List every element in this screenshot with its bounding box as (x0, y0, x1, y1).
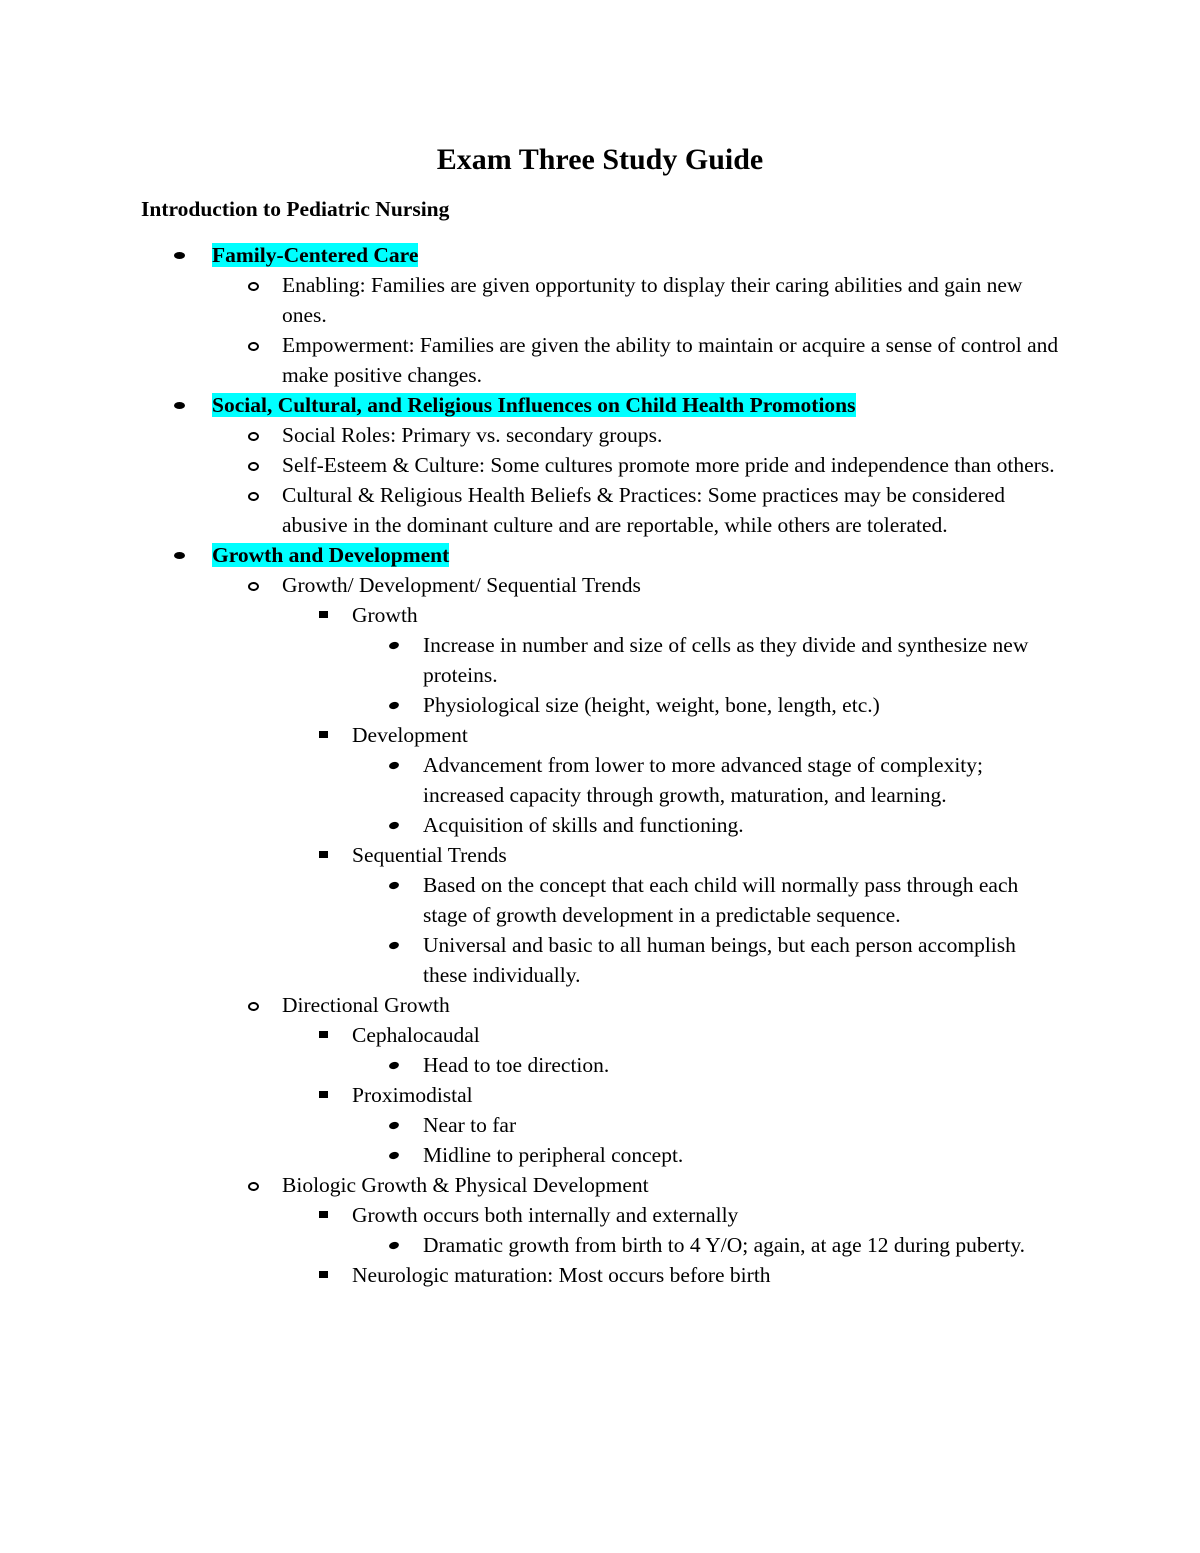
list-item-level-2 (0, 420, 1062, 450)
bullet-circle-icon (248, 432, 259, 441)
list-item-level-4 (0, 1110, 1063, 1140)
bullet-circle-icon (248, 1002, 259, 1011)
list-item-text: Empowerment: Families are given the ability to maintain or acquire a sense of control and make positive changes. (282, 333, 1059, 387)
list-item-text: Growth (352, 603, 418, 627)
list-item-text: Growth occurs both internally and externally (352, 1203, 739, 1227)
list-item-text: Advancement from lower to more advanced stage of complexity; increased capacity through growth, maturation, and learning. (423, 753, 983, 807)
bullet-square-icon (319, 1031, 328, 1038)
list-item-text: Enabling: Families are given opportunity to display their caring abilities and gain new ones. (282, 273, 1023, 327)
list-item-text: Growth/ Development/ Sequential Trends (282, 573, 641, 597)
bullet-square-icon (319, 611, 328, 618)
list-item-level-3 (0, 1080, 1060, 1110)
bullet-circle-icon (248, 342, 259, 351)
bullet-disc-small-icon (388, 1061, 399, 1070)
list-item-text: Social Roles: Primary vs. secondary groups. (282, 423, 663, 447)
list-item-level-2 (0, 570, 1062, 600)
list-item-level-2 (0, 1170, 1062, 1200)
page-title: Exam Three Study Guide (436, 143, 764, 176)
highlighted-heading: Social, Cultural, and Religious Influences on Child Health Promotions (212, 393, 856, 417)
bullet-square-icon (319, 731, 328, 738)
list-item-level-4 (0, 870, 1063, 930)
list-item-level-4 (0, 690, 1063, 720)
list-item-level-2 (0, 270, 1062, 330)
list-item-level-4 (0, 810, 1063, 840)
list-item-level-2 (0, 450, 1062, 480)
list-item-text: Self-Esteem & Culture: Some cultures promote more pride and independence than others. (282, 453, 1055, 477)
list-item-text: Directional Growth (282, 993, 450, 1017)
bullet-circle-icon (248, 492, 259, 501)
bullet-disc-small-icon (388, 881, 399, 890)
bullet-disc-small-icon (388, 941, 399, 950)
list-item-level-3 (0, 1260, 1060, 1290)
list-item-level-4 (0, 750, 1063, 810)
list-item-level-3 (0, 840, 1060, 870)
bullet-disc-small-icon (388, 641, 399, 650)
list-item-text: Cephalocaudal (352, 1023, 480, 1047)
bullet-circle-icon (248, 462, 259, 471)
list-item-level-2 (0, 330, 1062, 390)
list-item-level-2 (0, 990, 1062, 1020)
list-item-text: Near to far (423, 1113, 517, 1137)
bullet-disc-icon (174, 552, 185, 559)
list-item-level-4 (0, 630, 1063, 690)
list-item-text: Based on the concept that each child will normally pass through each stage of growth development in a predictable sequence. (423, 873, 1019, 927)
list-item-level-1 (0, 390, 1060, 420)
list-item-level-4 (0, 1050, 1063, 1080)
bullet-square-icon (319, 1091, 328, 1098)
bullet-circle-icon (248, 582, 259, 591)
list-item-level-4 (0, 1140, 1063, 1170)
list-item-level-4 (0, 1230, 1063, 1260)
bullet-disc-icon (174, 402, 185, 409)
list-item-level-4 (0, 930, 1063, 990)
list-item-text: Development (352, 723, 468, 747)
bullet-disc-small-icon (388, 821, 399, 830)
highlighted-heading: Family-Centered Care (212, 243, 419, 267)
list-item-level-1 (0, 540, 1060, 570)
section-heading: Introduction to Pediatric Nursing (141, 197, 450, 221)
bullet-disc-small-icon (388, 1241, 399, 1250)
bullet-square-icon (319, 851, 328, 858)
list-item-text: Sequential Trends (352, 843, 507, 867)
list-item-text: Head to toe direction. (423, 1053, 610, 1077)
bullet-disc-small-icon (388, 701, 399, 710)
list-item-text: Dramatic growth from birth to 4 Y/O; again, at age 12 during puberty. (423, 1233, 1026, 1257)
list-item-level-3 (0, 600, 1060, 630)
list-item-text: Neurologic maturation: Most occurs before birth (352, 1263, 771, 1287)
bullet-disc-small-icon (388, 761, 399, 770)
list-item-text: Cultural & Religious Health Beliefs & Practices: Some practices may be considered abusive in the dominant culture and are reportable, while others are tolerated. (282, 483, 1006, 537)
list-item-level-1 (0, 240, 1060, 270)
bullet-square-icon (319, 1271, 328, 1278)
list-item-text: Biologic Growth & Physical Development (282, 1173, 649, 1197)
list-item-text: Increase in number and size of cells as they divide and synthesize new proteins. (423, 633, 1029, 687)
bullet-circle-icon (248, 282, 259, 291)
list-item-text: Universal and basic to all human beings, but each person accomplish these individually. (423, 933, 1016, 987)
list-item-text: Physiological size (height, weight, bone, length, etc.) (423, 693, 880, 717)
bullet-square-icon (319, 1211, 328, 1218)
bullet-circle-icon (248, 1182, 259, 1191)
list-item-level-3 (0, 1020, 1060, 1050)
list-item-level-3 (0, 1200, 1060, 1230)
bullet-disc-icon (174, 252, 185, 259)
list-item-text: Midline to peripheral concept. (423, 1143, 684, 1167)
list-item-text: Proximodistal (352, 1083, 473, 1107)
highlighted-heading: Growth and Development (212, 543, 450, 567)
bullet-disc-small-icon (388, 1121, 399, 1130)
list-item-level-2 (0, 480, 1062, 540)
outline-list (0, 240, 1200, 1290)
list-item-text: Acquisition of skills and functioning. (423, 813, 744, 837)
list-item-level-3 (0, 720, 1060, 750)
bullet-disc-small-icon (388, 1151, 399, 1160)
